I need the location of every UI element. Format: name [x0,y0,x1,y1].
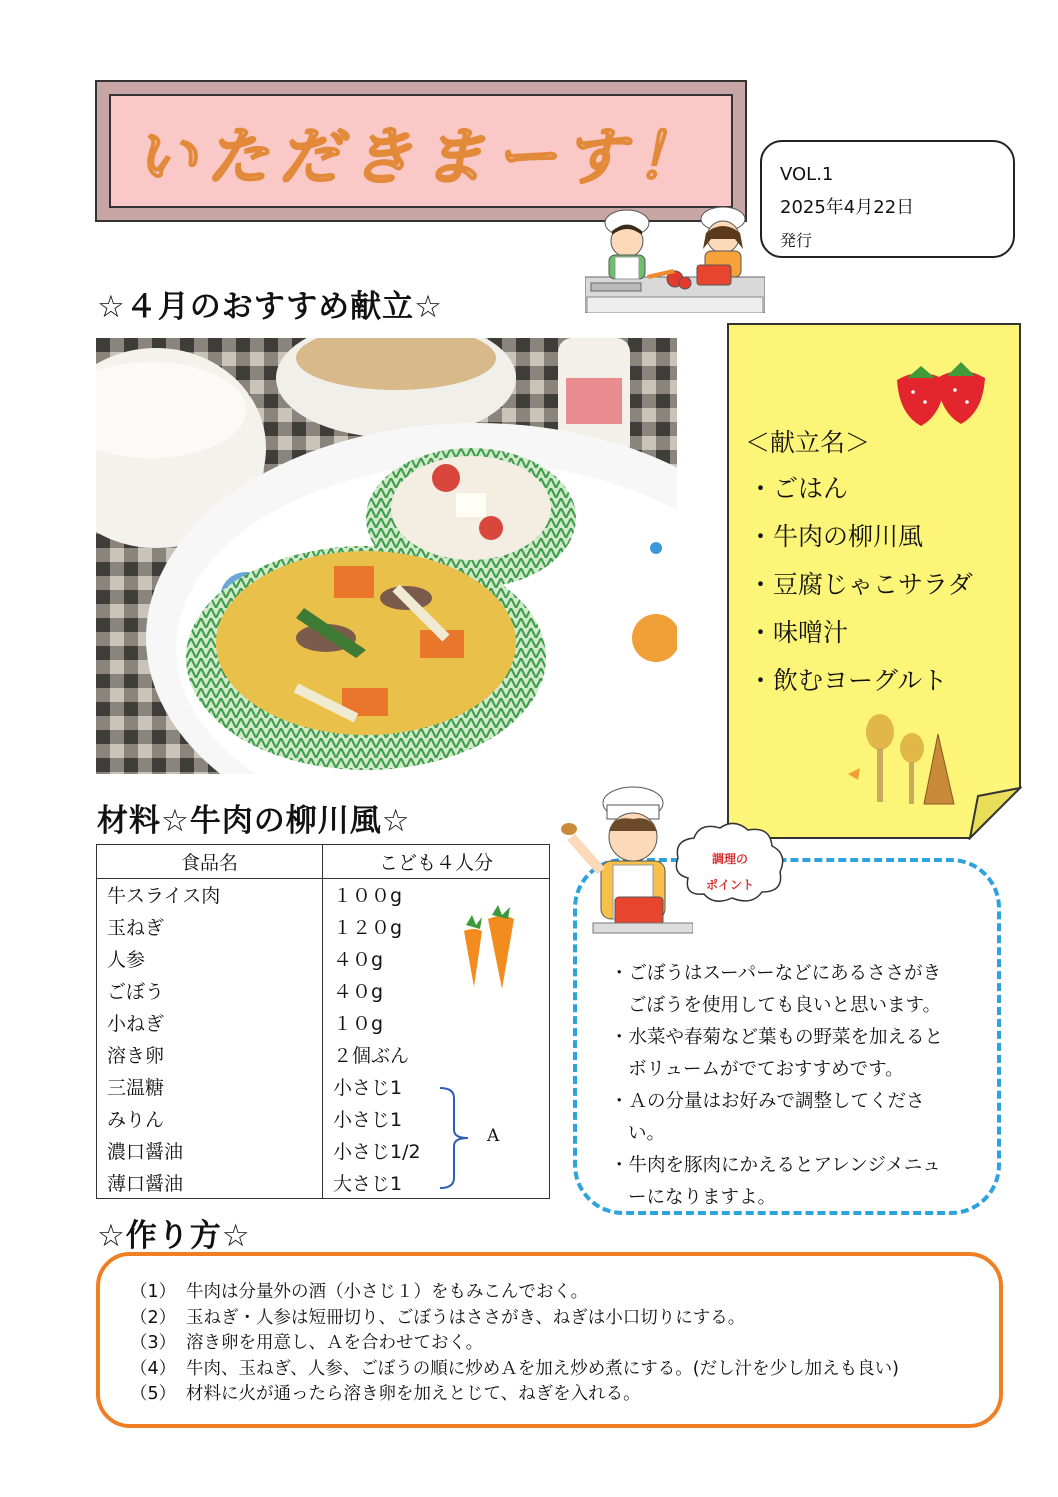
ingredient-name: 三温糖 [97,1071,323,1103]
ingredient-amount: １２０g [333,917,403,939]
table-row [97,1135,550,1167]
title-banner-inner [109,94,733,208]
step-text: 玉ねぎ・人参は短冊切り、ごぼうはささがき、ねぎは小口切りにする。 [186,1307,746,1328]
step-number: （3） [130,1333,177,1353]
strawberry-icon [893,358,989,428]
volume-number: VOL.1 [780,164,834,185]
step-item [130,1331,899,1357]
ingredient-amount: 大さじ1 [333,1172,403,1195]
step-item [130,1382,899,1408]
ingredient-name: 薄口醤油 [97,1167,323,1199]
food-photo [96,338,677,774]
point-item: ・牛肉を豚肉にかえるとアレンジメニューになりますよ。 [610,1155,941,1208]
ingredient-amount: 小さじ1 [333,1077,403,1099]
table-row [97,1039,550,1071]
step-text: 牛肉は分量外の酒（小さじ１）をもみこんでおく。 [186,1282,589,1302]
carrot-icon [458,905,520,991]
issue-date: 2025年4月22日 [780,197,915,218]
cooking-point-label [690,846,770,898]
title-banner [95,80,747,222]
menu-item: ・ごはん [748,474,849,503]
menu-item: ・味噌汁 [748,618,849,647]
ingredients-table [96,844,550,1199]
issued-label: 発行 [780,231,813,250]
ingredient-amount: ２個ぶん [333,1045,410,1067]
kids-cooking-illustration [585,205,765,313]
point-item: ・Ａの分量はお好みで調整してください。 [610,1091,925,1144]
ingredient-name: 牛スライス肉 [97,879,323,911]
column-header-amount: こども４人分 [323,845,550,879]
table-row [97,1007,550,1039]
steps-list [130,1280,899,1408]
ingredient-name: 玉ねぎ [97,911,323,943]
step-item [130,1280,899,1306]
point-item: ・水菜や春菊など葉もの野菜を加えるとボリュームがでておすすめです。 [610,1027,944,1080]
step-text: 材料に火が通ったら溶き卵を加えとじて、ねぎを入れる。 [186,1384,641,1404]
group-a-bracket [438,1086,472,1190]
step-text: 溶き卵を用意し、Ａを合わせておく。 [186,1333,484,1353]
ingredient-amount: ４０g [333,981,384,1003]
step-number: （1） [130,1282,177,1302]
step-number: （2） [130,1307,177,1328]
ingredient-amount: 小さじ1 [333,1109,403,1131]
ingredients-heading: 材料☆牛肉の柳川風☆ [97,803,411,839]
bamboo-shoot-icon [840,710,960,812]
menu-heading: ☆４月のおすすめ献立☆ [97,289,443,325]
menu-item: ・牛肉の柳川風 [748,522,924,551]
cloud-line-2: ポイント [705,878,754,892]
column-header-food: 食品名 [97,845,323,879]
ingredient-amount: 小さじ1/2 [333,1141,421,1163]
cloud-line-1: 調理の [711,852,748,866]
cooking-points-list [610,958,950,1214]
ingredient-name: 人参 [97,943,323,975]
point-item: ・ごぼうはスーパーなどにあるささがきごぼうを使用しても良いと思います。 [610,963,942,1016]
table-row [97,1167,550,1199]
menu-list [748,468,973,708]
ingredient-name: 濃口醤油 [97,1135,323,1167]
ingredient-name: 小ねぎ [97,1007,323,1039]
step-text: 牛肉、玉ねぎ、人参、ごぼうの順に炒めＡを加え炒め煮にする。(だし汁を少し加えも良い) [186,1358,899,1379]
table-header-row [97,845,550,879]
menu-title: ＜献立名＞ [745,428,871,457]
ingredient-name: ごぼう [97,975,323,1007]
ingredient-amount: １０g [333,1013,384,1035]
ingredient-name: みりん [97,1103,323,1135]
group-a-label: A [487,1126,500,1146]
step-number: （5） [130,1384,177,1404]
issue-info-box [760,140,1015,258]
table-row [97,1103,550,1135]
newsletter-title: いただきまーす！ [134,119,708,193]
table-row [97,1071,550,1103]
ingredient-amount: ４０g [333,949,384,971]
menu-item: ・飲むヨーグルト [748,666,948,695]
ingredient-name: 溶き卵 [97,1039,323,1071]
step-item [130,1357,899,1383]
step-item [130,1306,899,1332]
ingredient-amount: １００g [333,885,403,908]
menu-item: ・豆腐じゃこサラダ [748,570,973,599]
steps-heading: ☆作り方☆ [97,1218,251,1254]
step-number: （4） [130,1358,177,1379]
